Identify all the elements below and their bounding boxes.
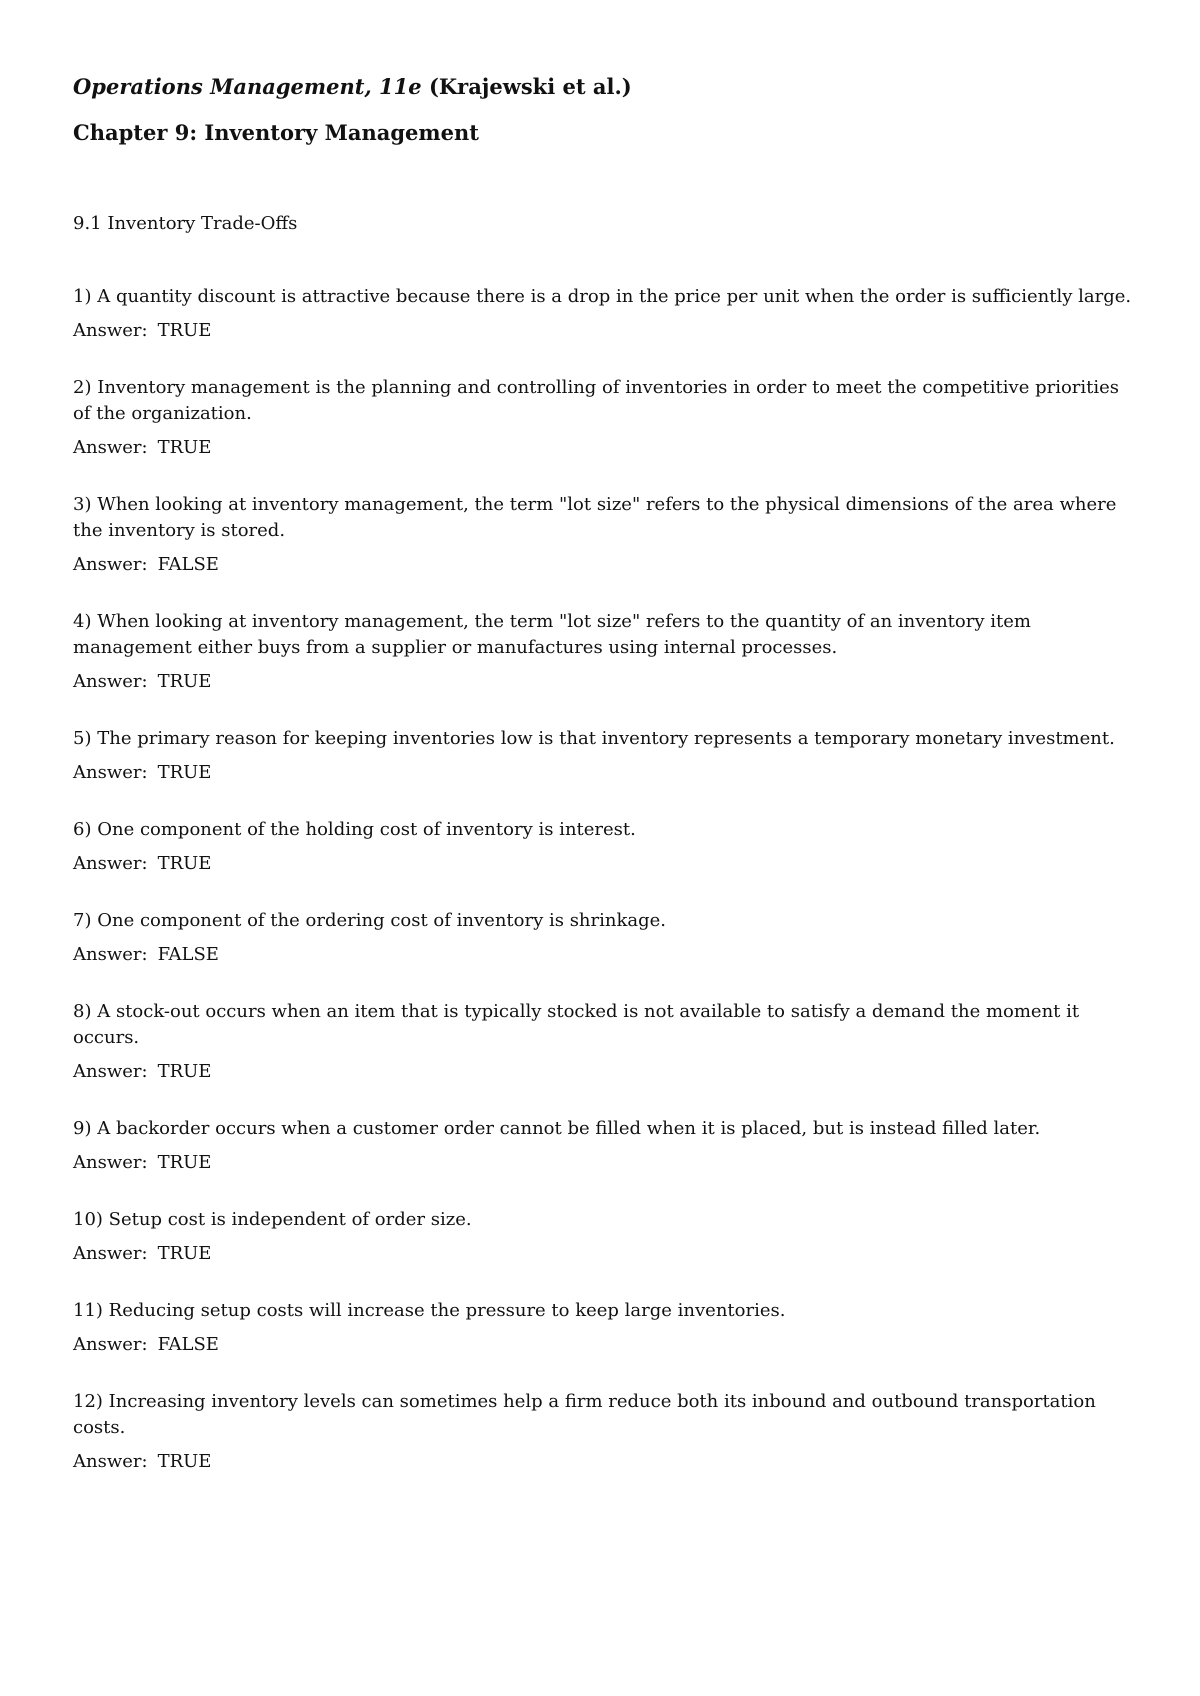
question-text xyxy=(73,999,1133,1051)
question-body: A quantity discount is attractive because there is a drop in the price per unit when the order is sufficiently large. xyxy=(97,286,1132,307)
question-body: When looking at inventory management, the term "lot size" refers to the quantity of an inventory item management either buys from a supplier or manufactures using internal processes. xyxy=(73,611,1031,658)
question-item xyxy=(73,726,1133,786)
question-number: 9) xyxy=(73,1118,92,1139)
answer-value: TRUE xyxy=(157,853,212,874)
answer-label: Answer: xyxy=(73,762,148,783)
question-item xyxy=(73,908,1133,968)
answer-line xyxy=(73,552,1133,578)
question-number: 2) xyxy=(73,377,92,398)
question-body: A stock-out occurs when an item that is typically stocked is not available to satisfy a demand the moment it occurs. xyxy=(73,1001,1080,1048)
answer-label: Answer: xyxy=(73,1451,148,1472)
question-body: One component of the holding cost of inventory is interest. xyxy=(97,819,636,840)
book-authors: (Krajewski et al.) xyxy=(428,74,632,99)
answer-line xyxy=(73,760,1133,786)
answer-label: Answer: xyxy=(73,853,148,874)
answer-value: TRUE xyxy=(157,671,212,692)
question-text xyxy=(73,609,1133,661)
answer-label: Answer: xyxy=(73,1334,148,1355)
question-text xyxy=(73,1207,1133,1233)
question-item xyxy=(73,1389,1133,1475)
answer-label: Answer: xyxy=(73,671,148,692)
question-item xyxy=(73,999,1133,1085)
question-body: A backorder occurs when a customer order cannot be filled when it is placed, but is instead filled later. xyxy=(97,1118,1041,1139)
question-body: Increasing inventory levels can sometimes help a firm reduce both its inbound and outbound transportation costs. xyxy=(73,1391,1096,1438)
answer-value: FALSE xyxy=(157,944,219,965)
question-item xyxy=(73,284,1133,344)
question-text xyxy=(73,726,1133,752)
answer-line xyxy=(73,669,1133,695)
section-title: 9.1 Inventory Trade-Offs xyxy=(73,213,298,234)
question-item xyxy=(73,1298,1133,1358)
answer-line xyxy=(73,851,1133,877)
answer-line xyxy=(73,1059,1133,1085)
question-text xyxy=(73,817,1133,843)
chapter-title: Chapter 9: Inventory Management xyxy=(73,120,479,145)
book-title: Operations Management, 11e xyxy=(73,74,422,99)
answer-label: Answer: xyxy=(73,554,148,575)
answer-value: TRUE xyxy=(157,437,212,458)
question-body: The primary reason for keeping inventories low is that inventory represents a temporary monetary investment. xyxy=(97,728,1115,749)
question-body: Setup cost is independent of order size. xyxy=(108,1209,472,1230)
answer-line xyxy=(73,318,1133,344)
question-text xyxy=(73,1116,1133,1142)
answer-label: Answer: xyxy=(73,1152,148,1173)
question-number: 5) xyxy=(73,728,92,749)
question-text xyxy=(73,375,1133,427)
question-item xyxy=(73,817,1133,877)
answer-label: Answer: xyxy=(73,1061,148,1082)
answer-label: Answer: xyxy=(73,437,148,458)
question-item xyxy=(73,1207,1133,1267)
question-number: 1) xyxy=(73,286,92,307)
question-number: 8) xyxy=(73,1001,92,1022)
answer-line xyxy=(73,1449,1133,1475)
answer-label: Answer: xyxy=(73,320,148,341)
book-header xyxy=(73,74,632,100)
question-number: 11) xyxy=(73,1300,103,1321)
answer-value: TRUE xyxy=(157,762,212,783)
question-text xyxy=(73,908,1133,934)
question-number: 10) xyxy=(73,1209,103,1230)
answer-line xyxy=(73,942,1133,968)
question-body: When looking at inventory management, the term "lot size" refers to the physical dimensions of the area where the inventory is stored. xyxy=(73,494,1117,541)
question-item xyxy=(73,1116,1133,1176)
question-list xyxy=(73,284,1133,1506)
question-item xyxy=(73,609,1133,695)
answer-value: TRUE xyxy=(157,1451,212,1472)
question-body: Inventory management is the planning and controlling of inventories in order to meet the competitive priorities of the organization. xyxy=(73,377,1120,424)
answer-label: Answer: xyxy=(73,944,148,965)
question-number: 4) xyxy=(73,611,92,632)
question-number: 7) xyxy=(73,910,92,931)
question-item xyxy=(73,375,1133,461)
question-text xyxy=(73,284,1133,310)
question-text xyxy=(73,1298,1133,1324)
question-text xyxy=(73,492,1133,544)
answer-value: FALSE xyxy=(157,1334,219,1355)
question-number: 12) xyxy=(73,1391,103,1412)
answer-line xyxy=(73,1332,1133,1358)
answer-line xyxy=(73,1241,1133,1267)
answer-line xyxy=(73,1150,1133,1176)
question-number: 6) xyxy=(73,819,92,840)
question-item xyxy=(73,492,1133,578)
answer-value: TRUE xyxy=(157,1243,212,1264)
answer-value: TRUE xyxy=(157,320,212,341)
question-number: 3) xyxy=(73,494,92,515)
question-body: Reducing setup costs will increase the pressure to keep large inventories. xyxy=(108,1300,786,1321)
answer-value: TRUE xyxy=(157,1152,212,1173)
answer-value: TRUE xyxy=(157,1061,212,1082)
answer-label: Answer: xyxy=(73,1243,148,1264)
question-text xyxy=(73,1389,1133,1441)
question-body: One component of the ordering cost of inventory is shrinkage. xyxy=(97,910,667,931)
answer-value: FALSE xyxy=(157,554,219,575)
answer-line xyxy=(73,435,1133,461)
